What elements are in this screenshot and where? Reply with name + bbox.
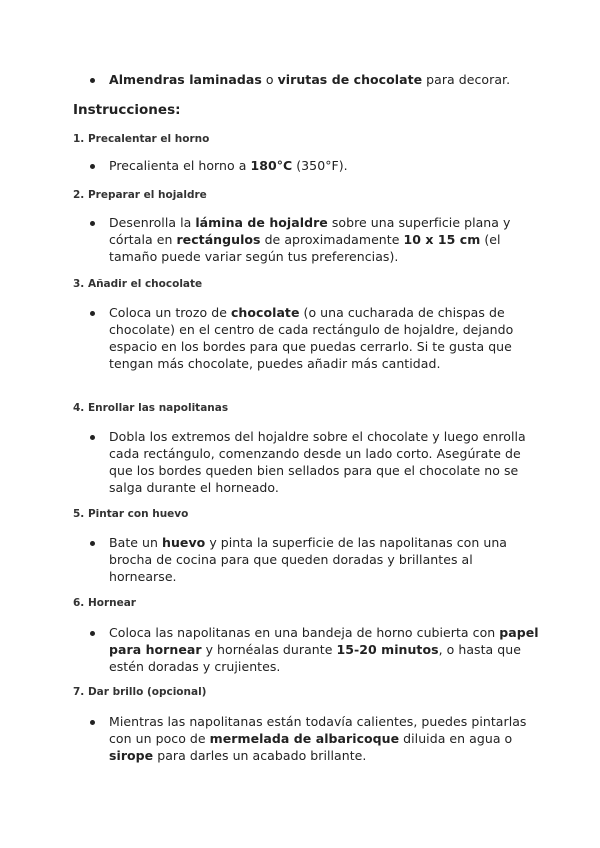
step-text (109, 624, 540, 675)
bold-text: 10 x 15 cm (403, 232, 481, 247)
list-item (90, 713, 540, 764)
bold-text: mermelada de albaricoque (209, 731, 400, 746)
step-text (109, 157, 540, 174)
bullet-dot (90, 221, 95, 226)
bullet-dot (90, 311, 95, 316)
bold-text: huevo (162, 535, 206, 550)
step-title: 4. Enrollar las napolitanas (73, 402, 229, 414)
step-title: 7. Dar brillo (opcional) (73, 686, 207, 698)
list-item (90, 624, 540, 675)
bold-text: virutas de chocolate (277, 72, 423, 87)
bullet-dot (90, 720, 95, 725)
bold-text: rectángulos (176, 232, 261, 247)
bullet-dot (90, 435, 95, 440)
bold-text: lámina de hojaldre (195, 215, 328, 230)
plain-text: o (261, 72, 278, 87)
plain-text: Precalienta el horno a (109, 158, 251, 173)
bold-text: Almendras laminadas (109, 72, 262, 87)
plain-text: (el tamaño puede variar según tus preferencias). (109, 232, 501, 264)
step-text (109, 534, 540, 585)
bold-text: 15-20 minutos (336, 642, 439, 657)
plain-text: y hornéalas durante (201, 642, 337, 657)
step-title: 2. Preparar el hojaldre (73, 189, 207, 201)
bold-text: papel para hornear (109, 625, 539, 657)
plain-text: Coloca las napolitanas en una bandeja de horno cubierta con (109, 625, 500, 640)
step-text (109, 304, 540, 372)
instructions-heading: Instrucciones: (73, 102, 181, 118)
bold-text: 180°C (250, 158, 293, 173)
bullet-dot (90, 541, 95, 546)
plain-text: Dobla los extremos del hojaldre sobre el chocolate y luego enrolla cada rectángulo, comenzando desde un lado corto. Asegúrate de que los bordes queden bien sellados para que el chocolate no se salga durante el horneado. (109, 429, 526, 495)
plain-text: para decorar. (422, 72, 511, 87)
plain-text: de aproximadamente (260, 232, 404, 247)
plain-text: Coloca un trozo de (109, 305, 231, 320)
step-title: 6. Hornear (73, 597, 136, 609)
step-title: 1. Precalentar el horno (73, 133, 210, 145)
plain-text: para darles un acabado brillante. (153, 748, 367, 763)
bullet-dot (90, 78, 95, 83)
step-title: 5. Pintar con huevo (73, 508, 189, 520)
step-text (109, 214, 540, 265)
plain-text: (350°F). (292, 158, 348, 173)
step-text (109, 428, 540, 496)
list-item (90, 71, 540, 88)
list-item (90, 157, 540, 174)
list-item (90, 428, 540, 496)
plain-text: y pinta la superficie de las napolitanas con una brocha de cocina para que queden doradas y brillantes al hornearse. (109, 535, 508, 584)
bullet-dot (90, 631, 95, 636)
list-item (90, 534, 540, 585)
plain-text: Mientras las napolitanas están todavía calientes, puedes pintarlas con un poco de (109, 714, 527, 746)
bold-text: sirope (109, 748, 154, 763)
plain-text: Bate un (109, 535, 163, 550)
list-item (90, 304, 540, 372)
list-item (90, 214, 540, 265)
step-text (109, 713, 540, 764)
step-title: 3. Añadir el chocolate (73, 278, 203, 290)
plain-text: , o hasta que estén doradas y crujientes. (109, 642, 521, 674)
bullet-text (109, 71, 540, 88)
bold-text: chocolate (230, 305, 300, 320)
plain-text: Desenrolla la (109, 215, 196, 230)
plain-text: sobre una superficie plana y córtala en (109, 215, 511, 247)
plain-text: (o una cucharada de chispas de chocolate) en el centro de cada rectángulo de hojaldre, dejando espacio en los bordes para que puedas cerrarlo. Si te gusta que tengan más chocolate, puedes añadir más cantidad. (109, 305, 514, 371)
plain-text: diluida en agua o (399, 731, 513, 746)
bullet-dot (90, 164, 95, 169)
